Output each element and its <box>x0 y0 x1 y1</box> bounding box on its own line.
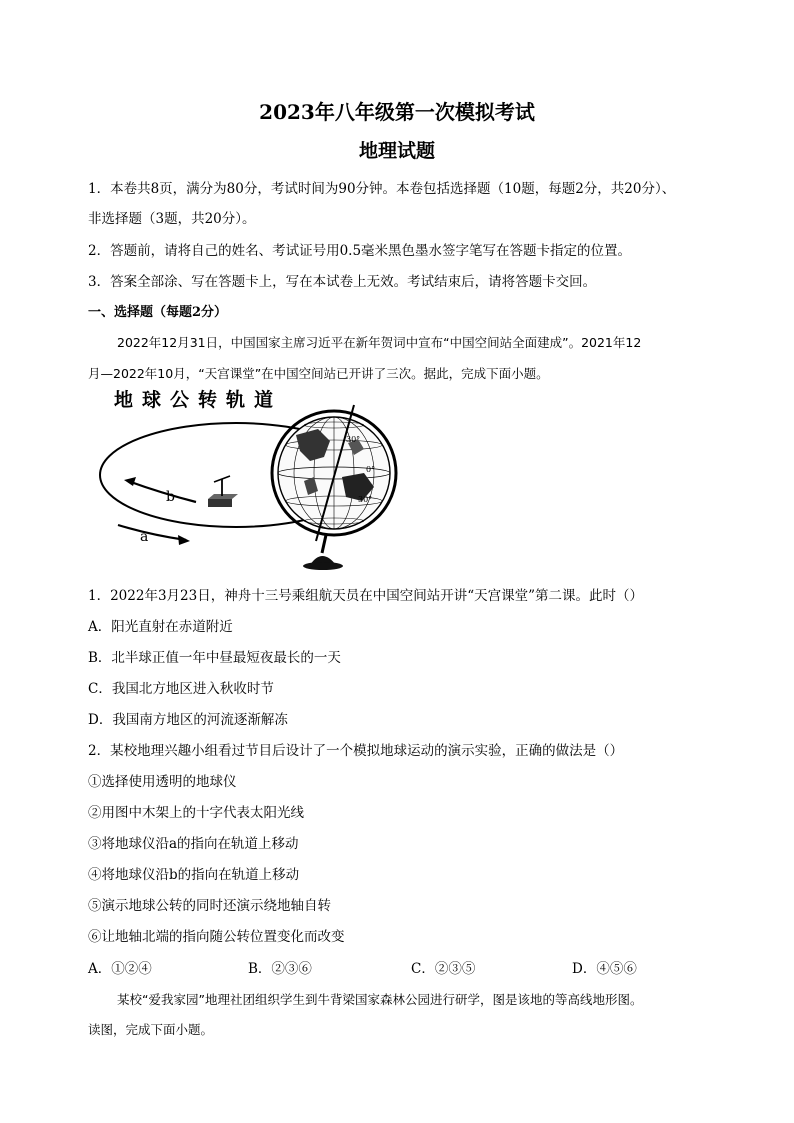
q2-item-1: ①选择使用透明的地球仪 <box>88 774 237 790</box>
q2-choice-c: C．②③⑤ <box>411 961 476 977</box>
lat-label-north: 30° <box>346 435 361 444</box>
figure-title: 地球公转轨道 <box>114 389 283 411</box>
q1-option-c: C．我国北方地区进入秋收时节 <box>88 681 274 697</box>
q1-stem: 1．2022年3月23日，神舟十三号乘组航天员在中国空间站开讲“天宫课堂”第二课。此时（） <box>88 588 644 604</box>
q2-item-5: ⑤演示地球公转的同时还演示绕地轴自转 <box>88 898 331 914</box>
q2-item-2: ②用图中木架上的十字代表太阳光线 <box>88 805 304 821</box>
lat-label-equator: 0° <box>366 465 376 474</box>
q2-choice-d: D．④⑤⑥ <box>572 961 637 977</box>
section-heading: 一、选择题（每题2分） <box>88 305 228 320</box>
arrow-b-label: b <box>166 489 175 505</box>
instruction-1: 1．本卷共8页，满分为80分，考试时间为90分钟。本卷包括选择题（10题，每题2分，共20分）、 <box>88 181 676 197</box>
q2-item-3: ③将地球仪沿a的指向在轨道上移动 <box>88 836 299 852</box>
q1-option-a: A．阳光直射在赤道附近 <box>88 619 233 635</box>
passage1-line1: 2022年12月31日，中国国家主席习近平在新年贺词中宣布“中国空间站全面建成”。2021年12 <box>117 335 642 350</box>
q1-option-b: B．北半球正值一年中昼最短夜最长的一天 <box>88 650 341 666</box>
q2-item-6: ⑥让地轴北端的指向随公转位置变化而改变 <box>88 929 345 945</box>
passage2-line1: 某校“爱我家园”地理社团组织学生到牛背梁国家森林公园进行研学，图是该地的等高线地形图。 <box>117 992 643 1007</box>
instruction-1-cont: 非选择题（3题，共20分）。 <box>88 211 256 227</box>
exam-subtitle: 地理试题 <box>358 140 435 162</box>
q2-choice-b: B．②③⑥ <box>248 961 312 977</box>
orbit-figure <box>96 385 416 570</box>
q2-choice-a: A．①②④ <box>88 961 152 977</box>
passage1-line2: 月—2022年10月，“天宫课堂”在中国空间站已开讲了三次。据此，完成下面小题。 <box>88 366 549 381</box>
instruction-2: 2．答题前，请将自己的姓名、考试证号用0.5毫米黑色墨水签字笔写在答题卡指定的位置。 <box>88 243 632 259</box>
q2-stem: 2．某校地理兴趣小组看过节目后设计了一个模拟地球运动的演示实验，正确的做法是（） <box>88 743 624 759</box>
exam-title: 2023年八年级第一次模拟考试 <box>259 100 535 124</box>
instruction-3: 3．答案全部涂、写在答题卡上，写在本试卷上无效。考试结束后，请将答题卡交回。 <box>88 274 597 290</box>
arrow-a-label: a <box>140 529 149 545</box>
passage2-line2: 读图，完成下面小题。 <box>88 1022 214 1037</box>
lat-label-south: 30° <box>358 495 373 504</box>
q2-item-4: ④将地球仪沿b的指向在轨道上移动 <box>88 867 300 883</box>
q1-option-d: D．我国南方地区的河流逐渐解冻 <box>88 712 288 728</box>
